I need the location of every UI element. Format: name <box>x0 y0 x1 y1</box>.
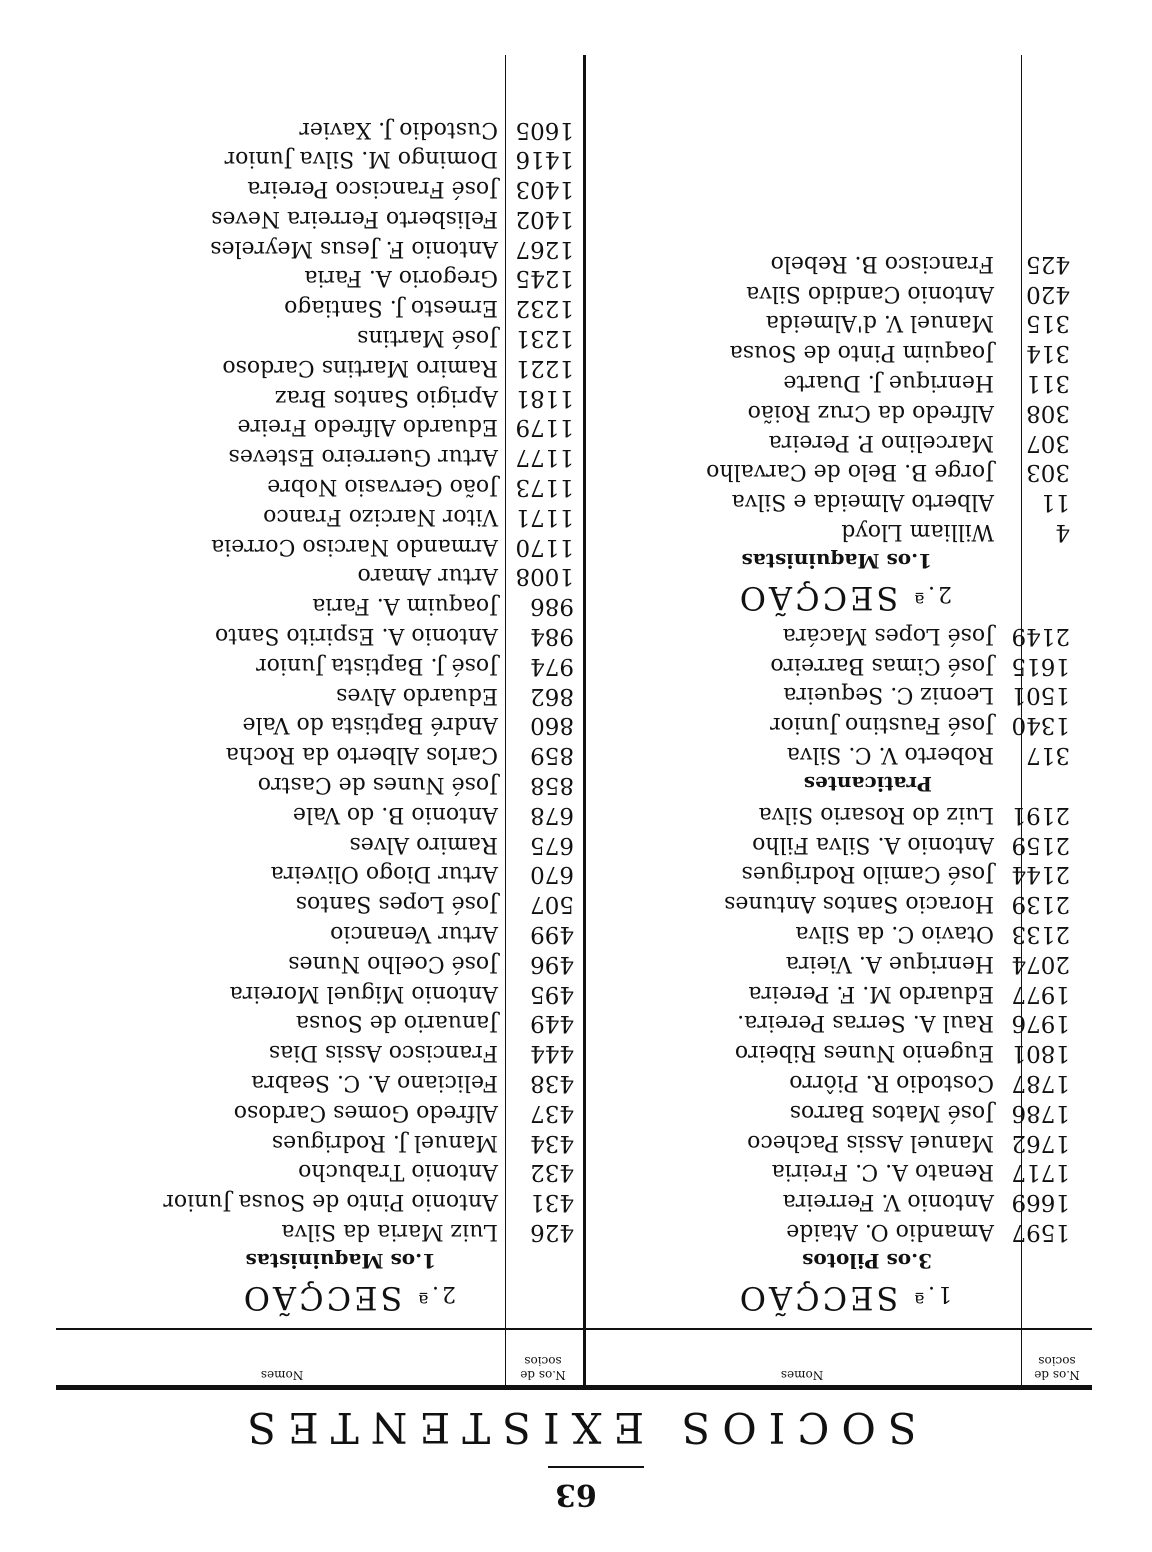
member-name: Feliciano A. C. Seabra <box>251 1070 498 1096</box>
member-number: 984 <box>530 623 574 650</box>
member-number: 1173 <box>515 474 574 501</box>
list-item <box>592 457 1072 487</box>
member-name: Horacio Santos Antunes <box>724 891 994 917</box>
list-item <box>56 1157 576 1187</box>
list-item <box>592 1157 1072 1187</box>
list-item <box>56 769 576 799</box>
list-item <box>56 739 576 769</box>
member-name: Artur Venancio <box>330 921 498 947</box>
list-item <box>56 471 576 501</box>
member-number: 986 <box>530 593 574 620</box>
member-number: 1416 <box>515 146 574 173</box>
member-number: 303 <box>1026 459 1070 486</box>
list-item <box>592 1127 1072 1157</box>
member-number: 678 <box>530 801 574 828</box>
member-number: 862 <box>530 682 574 709</box>
member-name: Antonio F. Jesus Meyreles <box>210 235 498 261</box>
member-name: Antonio B. do Vale <box>292 801 498 827</box>
member-name: Eduardo M. F. Pereira <box>748 980 994 1006</box>
list-item <box>592 367 1072 397</box>
member-name: Joaquim Pinto de Sousa <box>729 340 994 366</box>
member-name: José Cimas Barreiro <box>770 652 994 678</box>
member-name: Vitor Narcizo Franco <box>263 503 498 529</box>
list-item <box>56 859 576 889</box>
list-item <box>56 293 576 323</box>
member-number: 1801 <box>1011 1040 1070 1067</box>
member-name: José Nunes de Castro <box>257 772 498 798</box>
member-number: 315 <box>1026 310 1070 337</box>
member-name: Antonio Miguel Moreira <box>229 980 498 1006</box>
member-name: Artur Guerreiro Esteves <box>228 444 498 470</box>
member-name: André Baptista do Vale <box>242 712 498 738</box>
list-item <box>56 1216 576 1246</box>
member-number: 1597 <box>1011 1219 1070 1245</box>
section-ordinal: 2.ª <box>415 1281 456 1306</box>
list-item <box>56 799 576 829</box>
list-item <box>592 516 1072 546</box>
member-number: 859 <box>530 742 574 769</box>
member-number: 1170 <box>515 533 574 560</box>
list-item <box>56 680 576 710</box>
list-item <box>56 531 576 561</box>
list-item <box>592 948 1072 978</box>
member-name: Ramiro Martins Cardoso <box>222 354 498 380</box>
right-column <box>56 114 576 1320</box>
list-item <box>592 1037 1072 1067</box>
list-item <box>56 233 576 263</box>
section-label: SECÇÃO <box>736 1279 899 1317</box>
member-number: 1221 <box>515 354 574 381</box>
member-number: 311 <box>1026 370 1070 397</box>
member-number: 1402 <box>515 205 574 232</box>
section-heading <box>592 1276 1072 1320</box>
member-name: Luiz Maria da Silva <box>281 1219 498 1244</box>
list-item <box>56 203 576 233</box>
list-item <box>592 620 1072 650</box>
section-ordinal: 2.ª <box>911 581 952 607</box>
list-item <box>592 859 1072 889</box>
member-name: Aprigio Santos Braz <box>275 384 498 410</box>
member-number: 858 <box>530 772 574 799</box>
member-number: 449 <box>530 1010 574 1037</box>
member-name: Alberto Almeida e Silva <box>731 489 994 515</box>
member-number: 431 <box>530 1189 574 1216</box>
list-item <box>592 397 1072 427</box>
member-number: 1245 <box>515 265 574 292</box>
member-number: 1501 <box>1011 682 1070 709</box>
list-item <box>56 561 576 591</box>
member-name: José Camilo Rodrigues <box>741 861 994 887</box>
member-number: 499 <box>530 921 574 948</box>
list-item <box>592 888 1072 918</box>
member-name: Francisco B. Rebelo <box>770 250 994 276</box>
member-number: 317 <box>1026 742 1070 769</box>
list-item <box>592 739 1072 769</box>
center-divider <box>583 55 586 1390</box>
member-number: 307 <box>1026 429 1070 456</box>
member-name: Armando Narciso Correia <box>211 533 498 559</box>
member-number: 1786 <box>1011 1099 1070 1126</box>
member-name: José Faustino Junior <box>770 712 994 738</box>
page-number: 63 <box>555 1477 597 1512</box>
member-number: 1181 <box>515 384 574 411</box>
list-item <box>592 427 1072 457</box>
member-name: William Lloyd <box>841 519 994 545</box>
list-item <box>592 278 1072 308</box>
section-heading <box>592 576 1072 620</box>
list-item <box>56 1008 576 1038</box>
right-name-header: Nomes <box>260 1368 304 1382</box>
member-number: 1267 <box>515 235 574 262</box>
member-name: Amandio O. Ataide <box>786 1219 994 1244</box>
member-number: 314 <box>1026 340 1070 367</box>
member-number: 1615 <box>1011 652 1070 679</box>
member-name: Francisco Assis Dias <box>268 1040 498 1066</box>
list-item <box>56 382 576 412</box>
category-heading: 1.os Maquinistas <box>741 549 932 574</box>
member-name: Manuel J. Rodrigues <box>271 1129 498 1155</box>
member-name: Eduardo Alfredo Freire <box>237 414 498 440</box>
list-item <box>592 1097 1072 1127</box>
member-name: Januario de Sousa <box>295 1010 498 1036</box>
member-number: 670 <box>530 861 574 888</box>
list-item <box>592 799 1072 829</box>
member-name: Gregorio A. Faria <box>304 265 498 291</box>
member-name: José J. Baptista Junior <box>256 652 498 678</box>
list-item <box>56 1127 576 1157</box>
list-item <box>56 173 576 203</box>
list-item <box>56 114 576 144</box>
member-number: 1977 <box>1011 980 1070 1007</box>
list-item <box>56 918 576 948</box>
member-number: 507 <box>530 891 574 918</box>
member-name: Alfredo da Cruz Roião <box>747 399 994 425</box>
member-number: 1231 <box>515 325 574 352</box>
list-item <box>56 322 576 352</box>
member-number: 1669 <box>1011 1189 1070 1216</box>
list-item <box>56 1097 576 1127</box>
left-name-header: Nomes <box>780 1368 824 1382</box>
list-item <box>56 948 576 978</box>
list-item <box>56 144 576 174</box>
list-item <box>592 1067 1072 1097</box>
member-number: 1177 <box>515 444 574 471</box>
member-number: 1787 <box>1011 1070 1070 1097</box>
member-number: 2133 <box>1011 921 1070 948</box>
left-column <box>592 248 1072 1320</box>
member-name: Artur Diogo Oliveira <box>270 861 498 887</box>
list-item <box>592 918 1072 948</box>
member-name: José Francisco Pereira <box>247 176 498 202</box>
member-name: Antonio Candido Silva <box>746 280 994 306</box>
member-number: 425 <box>1026 250 1070 277</box>
member-number: 1340 <box>1011 712 1070 739</box>
member-name: João Gervasio Nobre <box>267 474 498 500</box>
member-name: Costodio R. Piôrro <box>789 1070 994 1096</box>
member-name: Felisberto Ferreira Neves <box>211 205 498 231</box>
member-name: Artur Amaro <box>357 563 498 589</box>
page-title: SOCIOS EXISTENTES <box>235 1403 917 1452</box>
list-item <box>592 709 1072 739</box>
member-number: 308 <box>1026 399 1070 426</box>
member-number: 437 <box>530 1099 574 1126</box>
member-name: Antonio A. Espirito Santo <box>214 623 498 649</box>
member-name: Henrique A. Vieira <box>785 950 994 976</box>
list-item <box>592 308 1072 338</box>
member-name: Renato A. C. Freiria <box>771 1159 994 1185</box>
member-number: 438 <box>530 1070 574 1097</box>
member-name: Ernesto J. Santiago <box>284 295 498 321</box>
member-name: Joaquim A. Faria <box>312 593 498 619</box>
member-name: José Matos Barros <box>789 1099 994 1125</box>
member-number: 432 <box>530 1159 574 1186</box>
header-top-rule <box>56 1385 1092 1390</box>
category-heading: 3.os Pilotos <box>802 1249 932 1273</box>
member-number: 2144 <box>1011 861 1070 888</box>
member-number: 11 <box>1040 489 1070 516</box>
list-item <box>56 590 576 620</box>
member-number: 1403 <box>515 176 574 203</box>
member-number: 860 <box>530 712 574 739</box>
member-number: 2159 <box>1011 831 1070 858</box>
member-number: 444 <box>530 1040 574 1067</box>
member-number: 2149 <box>1011 622 1070 649</box>
list-item <box>56 352 576 382</box>
member-name: Marcelino P. Pereira <box>768 429 994 455</box>
member-name: José Lopes Santos <box>295 891 498 917</box>
list-item <box>592 680 1072 710</box>
member-name: Eugenio Nunes Ribeiro <box>734 1040 994 1066</box>
section-label: SECÇÃO <box>240 1279 403 1317</box>
list-item <box>592 337 1072 367</box>
member-name: Otavio C. da Silva <box>795 921 994 947</box>
member-number: 1976 <box>1011 1010 1070 1037</box>
member-name: José Coelho Nunes <box>288 950 498 976</box>
left-number-header: N.os de socios <box>1034 1354 1080 1382</box>
list-item <box>56 501 576 531</box>
list-item <box>56 441 576 471</box>
member-name: Antonio Pinto de Sousa Junior <box>163 1189 498 1215</box>
member-number: 420 <box>1026 280 1070 307</box>
category-heading: Praticantes <box>803 772 932 797</box>
member-number: 1179 <box>515 414 574 441</box>
member-number: 1232 <box>515 295 574 322</box>
list-item <box>592 978 1072 1008</box>
section-label: SECÇÃO <box>736 579 899 618</box>
member-number: 4 <box>1055 519 1070 546</box>
list-item <box>56 888 576 918</box>
member-name: Manuel Assis Pacheco <box>747 1129 994 1155</box>
list-item <box>56 1037 576 1067</box>
list-item <box>56 1186 576 1216</box>
list-item <box>56 978 576 1008</box>
list-item <box>56 829 576 859</box>
member-name: Antonio V. Ferreira <box>782 1189 994 1215</box>
list-item <box>592 248 1072 278</box>
member-name: Carlos Alberto da Rocha <box>225 742 498 768</box>
member-number: 1605 <box>515 116 574 143</box>
member-number: 2074 <box>1011 950 1070 977</box>
member-name: Eduardo Alves <box>336 682 498 708</box>
section-ordinal: 1.ª <box>911 1281 952 1306</box>
member-name: José Lopes Macára <box>782 622 994 648</box>
member-number: 1008 <box>515 563 574 590</box>
right-number-header: N.os de socios <box>520 1354 566 1382</box>
member-name: Luiz do Rosario Silva <box>758 801 994 827</box>
member-number: 426 <box>530 1219 574 1245</box>
list-item <box>592 1186 1072 1216</box>
member-number: 495 <box>530 980 574 1007</box>
member-number: 675 <box>530 831 574 858</box>
section-heading <box>56 1276 576 1320</box>
member-name: Roberto V. C. Silva <box>786 742 994 768</box>
list-item <box>592 1008 1072 1038</box>
list-item <box>56 620 576 650</box>
member-number: 2191 <box>1011 801 1070 828</box>
member-number: 496 <box>530 950 574 977</box>
member-number: 1171 <box>515 503 574 530</box>
list-item <box>592 486 1072 516</box>
member-name: Antonio A. Silva Filho <box>752 831 994 857</box>
member-name: Domingo M. Silva Junior <box>224 146 498 172</box>
member-name: Henrique J. Duarte <box>783 370 994 396</box>
member-name: Alfredo Gomes Cardoso <box>233 1099 498 1125</box>
header-bottom-rule <box>56 1328 1092 1330</box>
member-name: Leoniz C. Sequeira <box>783 682 994 708</box>
member-name: Manuel V. d'Almeida <box>765 310 994 336</box>
list-item <box>56 710 576 740</box>
member-name: Jorge B. Belo de Carvalho <box>706 459 994 485</box>
list-item <box>56 412 576 442</box>
member-name: Ramiro Alves <box>349 831 498 857</box>
page-number-rule <box>548 1466 644 1468</box>
member-name: Antonio Trabucho <box>298 1159 498 1185</box>
member-number: 1717 <box>1011 1159 1070 1186</box>
list-item <box>56 1067 576 1097</box>
list-item <box>592 1216 1072 1246</box>
member-name: Raul A. Serras Pereira. <box>737 1010 994 1036</box>
member-number: 434 <box>530 1129 574 1156</box>
member-number: 2139 <box>1011 891 1070 918</box>
member-number: 1762 <box>1011 1129 1070 1156</box>
list-item <box>56 263 576 293</box>
list-item <box>56 650 576 680</box>
category-heading: 1.os Maquinistas <box>245 1249 436 1273</box>
list-item <box>592 829 1072 859</box>
member-name: José Martins <box>357 325 498 351</box>
list-item <box>592 650 1072 680</box>
member-name: Custodio J. Xavier <box>299 116 498 142</box>
member-number: 974 <box>530 652 574 679</box>
